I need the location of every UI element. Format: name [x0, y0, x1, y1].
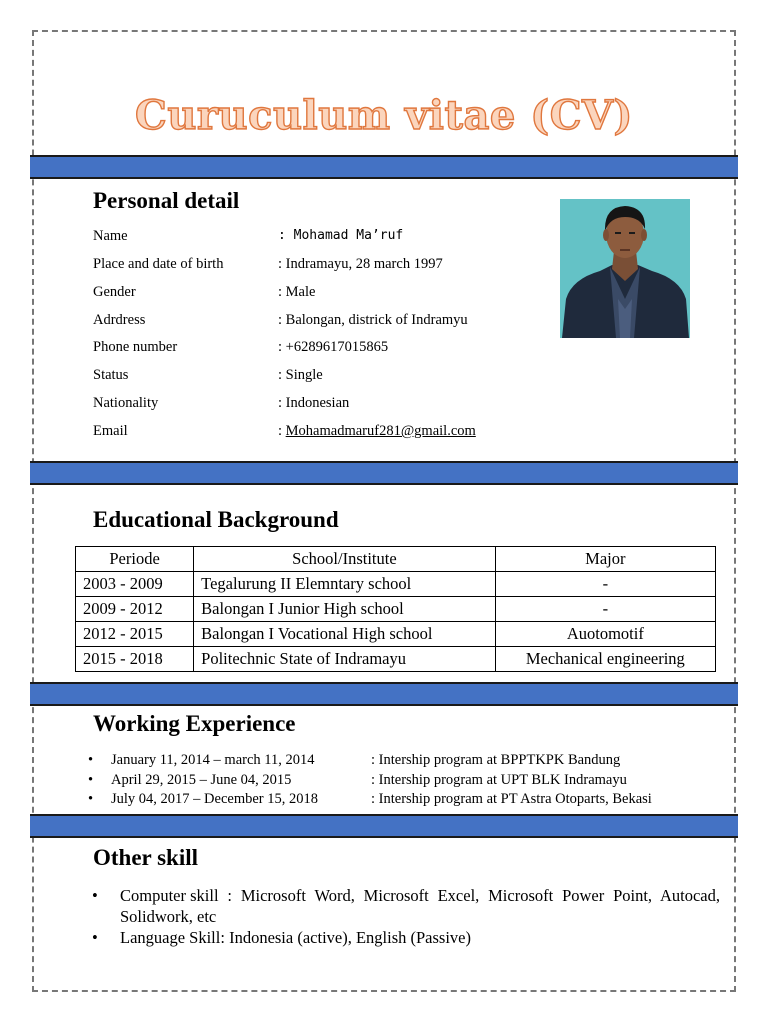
detail-value: : Indonesian: [278, 395, 350, 411]
detail-label: Place and date of birth: [93, 256, 224, 272]
table-cell: -: [495, 572, 715, 597]
detail-label: Phone number: [93, 339, 178, 355]
skill-text: [120, 927, 720, 948]
detail-label: Gender: [93, 284, 136, 300]
personal-detail-heading: Personal detail: [93, 188, 240, 213]
detail-row-gender: [93, 284, 553, 304]
bullet: •: [88, 771, 94, 788]
list-item: [88, 772, 728, 792]
column-header-periode: Periode: [76, 547, 194, 572]
detail-value: [278, 423, 476, 440]
detail-row-address: [93, 312, 553, 332]
education-table: [75, 546, 716, 672]
section-divider-1: [30, 155, 738, 179]
list-item: [92, 885, 720, 927]
table-cell: Auotomotif: [495, 622, 715, 647]
table-cell: 2009 - 2012: [76, 597, 194, 622]
detail-row-phone: [93, 339, 553, 359]
work-description: : Intership program at BPPTKPK Bandung: [371, 752, 621, 768]
email-link[interactable]: Mohamadmaruf281@gmail.com: [285, 423, 476, 439]
detail-row-status: [93, 367, 553, 387]
column-header-major: Major: [495, 547, 715, 572]
other-skill-heading: Other skill: [93, 845, 199, 870]
column-header-school: School/Institute: [194, 547, 495, 572]
bullet: •: [88, 791, 94, 807]
list-item: [88, 791, 728, 811]
table-row: [76, 647, 716, 672]
table-header-row: [76, 547, 716, 572]
work-description: : Intership program at PT Astra Otoparts, Bekasi: [371, 791, 652, 807]
table-cell: Mechanical engineering: [495, 647, 715, 672]
work-period: July 04, 2017 – December 15, 2018: [111, 791, 318, 807]
detail-value: : Male: [278, 284, 316, 300]
table-row: [76, 597, 716, 622]
list-item: [88, 752, 728, 772]
list-item: [92, 927, 720, 948]
email-prefix: :: [278, 423, 286, 439]
skill-label: Language Skill: [120, 928, 221, 947]
detail-label: Status: [93, 367, 129, 383]
bullet: •: [92, 886, 98, 905]
table-cell: Tegalurung II Elemntary school: [194, 572, 495, 597]
education-heading: Educational Background: [93, 507, 339, 532]
work-period: April 29, 2015 – June 04, 2015: [111, 771, 292, 788]
work-description: : Intership program at UPT BLK Indramayu: [371, 771, 627, 788]
detail-row-birth: [93, 256, 553, 276]
skill-value: : Microsoft Word, Microsoft Excel, Microsoft Power Point, Autocad, Solidwork, etc: [120, 886, 721, 926]
skill-text: [120, 885, 720, 927]
table-row: [76, 622, 716, 647]
detail-value: : +6289617015865: [278, 339, 389, 355]
table-cell: 2012 - 2015: [76, 622, 194, 647]
profile-photo: [560, 199, 690, 338]
detail-value: : Mohamad Ma’ruf: [278, 228, 404, 243]
table-cell: 2003 - 2009: [76, 572, 194, 597]
table-cell: Politechnic State of Indramayu: [194, 647, 495, 672]
table-cell: Balongan I Vocational High school: [194, 622, 495, 647]
detail-label: Adrdress: [93, 312, 146, 328]
detail-value: : Single: [278, 367, 323, 383]
work-experience-list: [88, 752, 728, 811]
cv-title: Curuculum vitae (CV): [135, 92, 633, 139]
table-cell: Balongan I Junior High school: [194, 597, 495, 622]
bullet: •: [92, 928, 98, 947]
table-cell: -: [495, 597, 715, 622]
detail-row-nationality: [93, 395, 553, 415]
table-row: [76, 572, 716, 597]
detail-label: Name: [93, 228, 128, 244]
skill-label: Computer skill: [120, 886, 219, 905]
detail-row-email: [93, 423, 553, 443]
section-divider-3: [30, 682, 738, 706]
work-experience-heading: Working Experience: [93, 711, 296, 736]
detail-value: : Balongan, districk of Indramyu: [278, 312, 468, 328]
section-divider-2: [30, 461, 738, 485]
table-cell: 2015 - 2018: [76, 647, 194, 672]
detail-row-name: [93, 228, 553, 248]
work-period: January 11, 2014 – march 11, 2014: [111, 752, 315, 768]
bullet: •: [88, 752, 94, 768]
skill-value: : Indonesia (active), English (Passive): [220, 928, 472, 947]
skills-list: [92, 885, 720, 948]
section-divider-4: [30, 814, 738, 838]
detail-label: Nationality: [93, 395, 159, 411]
detail-label: Email: [93, 423, 128, 439]
detail-value: : Indramayu, 28 march 1997: [278, 256, 443, 272]
